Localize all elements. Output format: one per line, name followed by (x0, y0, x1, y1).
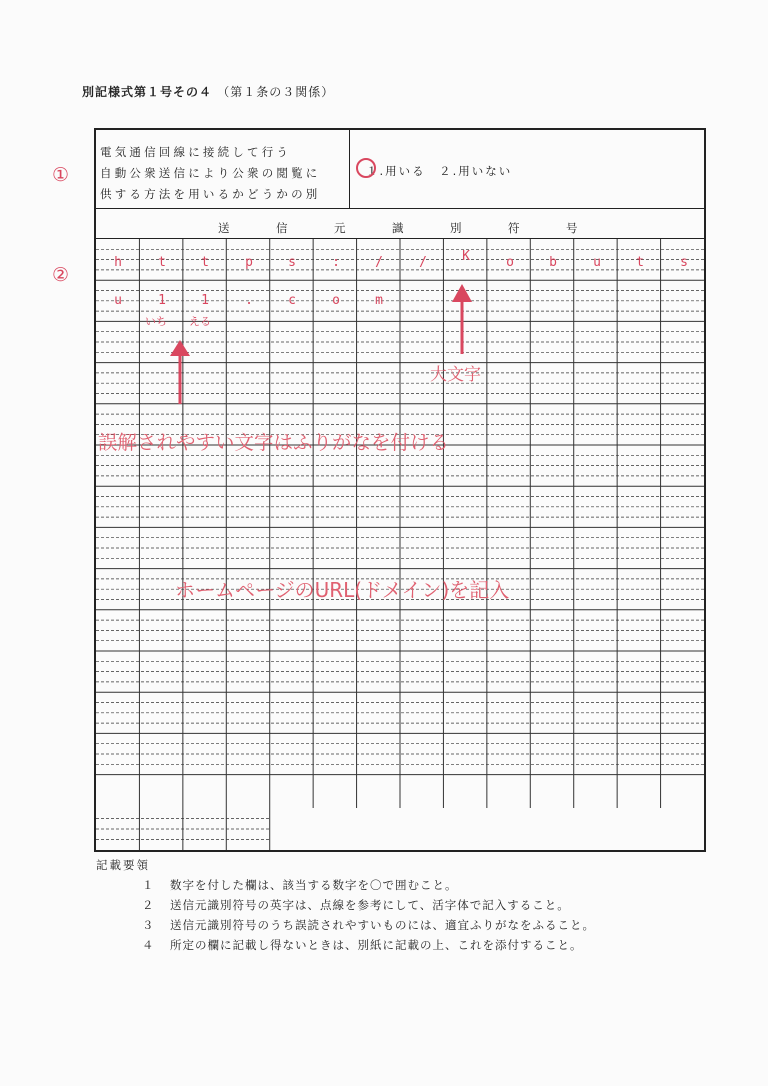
url-char: h (114, 255, 122, 270)
notes-heading: 記載要領 (96, 858, 150, 872)
furigana-note: 誤解されやすい文字はふりがなを付ける (98, 431, 450, 454)
url-char: / (375, 255, 383, 270)
note-item-2 (142, 897, 570, 913)
note-text: 送信元識別符号のうち誤読されやすいものには、適宜ふりがなをふること。 (170, 918, 595, 932)
note-number: ４ (142, 938, 155, 952)
grid-header-char: 符 (508, 221, 520, 235)
marker-circled-2: ② (52, 264, 70, 286)
url-char: / (419, 255, 427, 270)
url-char: t (636, 255, 644, 270)
url-char: b (549, 255, 557, 270)
grid-header-char: 送 (218, 221, 230, 235)
note-number: １ (142, 878, 155, 892)
note-text: 数字を付した欄は、該当する数字を〇で囲むこと。 (170, 878, 458, 892)
arrow-up-icon (452, 284, 472, 354)
furigana-ichi: いち (145, 315, 167, 328)
url-char: s (288, 255, 296, 270)
url-char: u (593, 255, 601, 270)
note-item-4 (142, 937, 583, 953)
url-char: u (114, 293, 122, 308)
grid-header-char: 信 (276, 221, 288, 235)
url-note: ホームページのURL(ドメイン)を記入 (175, 578, 510, 602)
note-text: 送信元識別符号の英字は、点線を参考にして、活字体で記入すること。 (170, 898, 570, 912)
note-text: 所定の欄に記載し得ないときは、別紙に記載の上、これを添付すること。 (170, 938, 583, 952)
grid-header-char: 号 (566, 221, 578, 235)
note-item-3 (142, 917, 595, 933)
marker-circled-1: ① (52, 164, 70, 186)
grid-header-char: 識 (392, 221, 404, 235)
question-line-1: 電気通信回線に接続して行う (100, 145, 292, 159)
url-char: c (288, 293, 296, 308)
question-line-3: 供する方法を用いるかどうかの別 (100, 187, 321, 201)
url-char: : (332, 255, 340, 270)
url-char: m (375, 293, 383, 308)
arrow-up-icon (170, 340, 190, 404)
url-char: p (245, 255, 253, 270)
url-char: 1 (201, 293, 209, 308)
grid-header-char: 別 (450, 221, 462, 235)
question-line-2: 自動公衆送信により公衆の閲覧に (100, 166, 321, 180)
url-char: o (332, 293, 340, 308)
form-title-note: （第１条の３関係） (217, 85, 335, 99)
url-char: t (158, 255, 166, 270)
url-char: . (245, 293, 253, 308)
form-title-main: 別記様式第１号その４ (82, 85, 213, 99)
note-number: ３ (142, 918, 155, 932)
url-char: 1 (158, 293, 166, 308)
uppercase-note: 大文字 (430, 365, 481, 385)
furigana-eru: える (189, 315, 211, 328)
note-item-1 (142, 877, 458, 893)
grid-header-char: 元 (334, 221, 346, 235)
url-char: o (506, 255, 514, 270)
url-char-uppercase: K (462, 249, 470, 264)
question-choices[interactable]: １.用いる ２.用いない (366, 164, 513, 178)
url-char: s (680, 255, 688, 270)
note-number: ２ (142, 898, 155, 912)
url-char: t (201, 255, 209, 270)
